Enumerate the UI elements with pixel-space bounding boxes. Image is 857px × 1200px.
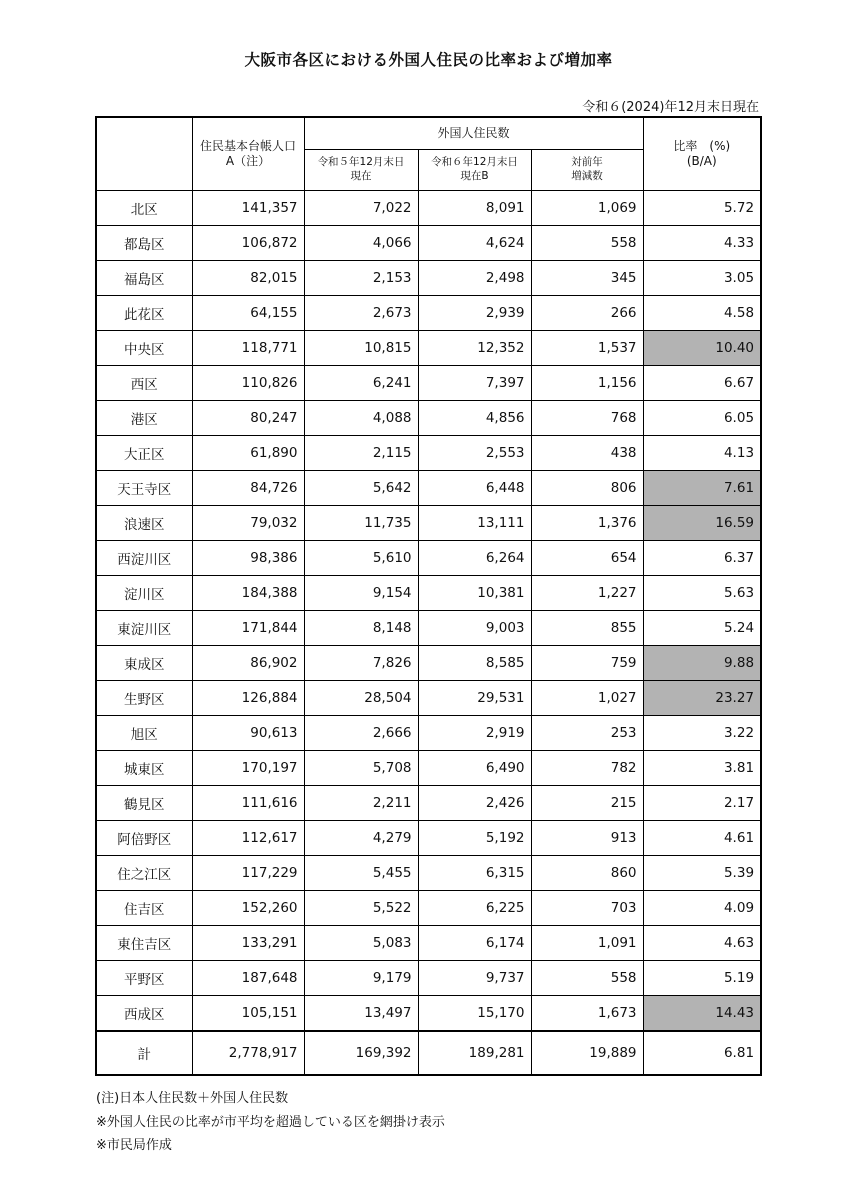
table-row: [96, 225, 761, 260]
r6-foreign-cell: 7,397: [418, 365, 531, 400]
ratio-cell: 6.67: [643, 365, 761, 400]
r6-foreign-cell: 2,553: [418, 435, 531, 470]
table-row: [96, 470, 761, 505]
r6-header-sub: 現在B: [460, 169, 489, 182]
r5-foreign-cell: 4,088: [304, 400, 418, 435]
table-row: [96, 400, 761, 435]
table-row: [96, 435, 761, 470]
ratio-cell: 6.05: [643, 400, 761, 435]
population-cell: 126,884: [192, 680, 304, 715]
r5-foreign-cell: 9,179: [304, 960, 418, 995]
r6-foreign-cell: 8,585: [418, 645, 531, 680]
change-header-label: 対前年: [571, 156, 603, 169]
ratio-cell: 3.22: [643, 715, 761, 750]
population-cell: 184,388: [192, 575, 304, 610]
ward-name-cell: 城東区: [96, 750, 192, 785]
change-cell: 1,537: [531, 330, 643, 365]
r5-foreign-cell: 7,826: [304, 645, 418, 680]
population-cell: 105,151: [192, 995, 304, 1031]
r6-foreign-cell: 2,426: [418, 785, 531, 820]
table-row: [96, 925, 761, 960]
ward-name-cell: 天王寺区: [96, 470, 192, 505]
change-cell: 438: [531, 435, 643, 470]
ward-name-cell: 浪速区: [96, 505, 192, 540]
table-row: [96, 890, 761, 925]
ward-name-cell: 阿倍野区: [96, 820, 192, 855]
ward-name-cell: 都島区: [96, 225, 192, 260]
population-cell: 187,648: [192, 960, 304, 995]
change-cell: 1,156: [531, 365, 643, 400]
population-cell: 117,229: [192, 855, 304, 890]
table-row: [96, 330, 761, 365]
r6-foreign-cell: 12,352: [418, 330, 531, 365]
ratio-header-sub: (B/A): [686, 153, 717, 168]
ward-name-cell: 大正区: [96, 435, 192, 470]
footnote-line: ※外国人住民の比率が市平均を超過している区を網掛け表示: [96, 1114, 445, 1130]
population-cell: 86,902: [192, 645, 304, 680]
change-cell: 782: [531, 750, 643, 785]
r6-foreign-cell: 4,856: [418, 400, 531, 435]
total-ratio-cell: 6.81: [643, 1031, 761, 1075]
table-row: [96, 365, 761, 400]
r6-foreign-cell: 9,737: [418, 960, 531, 995]
ratio-cell: 16.59: [643, 505, 761, 540]
change-cell: 1,027: [531, 680, 643, 715]
ratio-cell: 5.72: [643, 190, 761, 225]
r5-foreign-cell: 10,815: [304, 330, 418, 365]
population-cell: 171,844: [192, 610, 304, 645]
r5-foreign-cell: 5,455: [304, 855, 418, 890]
ratio-cell: 5.19: [643, 960, 761, 995]
r6-header-label: 令和６年12月末日: [431, 156, 518, 169]
r5-foreign-cell: 11,735: [304, 505, 418, 540]
table-row: [96, 190, 761, 225]
population-cell: 80,247: [192, 400, 304, 435]
r5-foreign-cell: 5,610: [304, 540, 418, 575]
table-row: [96, 540, 761, 575]
population-header-label: 住民基本台帳人口: [199, 138, 296, 153]
r6-foreign-cell: 29,531: [418, 680, 531, 715]
total-r6-foreign-cell: 189,281: [418, 1031, 531, 1075]
total-change-cell: 19,889: [531, 1031, 643, 1075]
ratio-cell: 4.58: [643, 295, 761, 330]
ward-name-cell: 東淀川区: [96, 610, 192, 645]
total-population-cell: 2,778,917: [192, 1031, 304, 1075]
population-cell: 82,015: [192, 260, 304, 295]
change-cell: 1,069: [531, 190, 643, 225]
ratio-cell: 4.63: [643, 925, 761, 960]
change-cell: 266: [531, 295, 643, 330]
table-row: [96, 715, 761, 750]
r5-foreign-cell: 5,083: [304, 925, 418, 960]
population-cell: 106,872: [192, 225, 304, 260]
r6-foreign-cell: 2,498: [418, 260, 531, 295]
total-ward-name-cell: 計: [96, 1031, 192, 1075]
r5-foreign-cell: 4,279: [304, 820, 418, 855]
r6-foreign-cell: 9,003: [418, 610, 531, 645]
table-row: [96, 855, 761, 890]
ratio-header-label: 比率 (%): [673, 138, 731, 153]
change-cell: 1,673: [531, 995, 643, 1031]
r5-foreign-cell: 5,642: [304, 470, 418, 505]
r6-foreign-cell: 8,091: [418, 190, 531, 225]
r6-foreign-cell: 10,381: [418, 575, 531, 610]
population-cell: 98,386: [192, 540, 304, 575]
r5-foreign-cell: 5,522: [304, 890, 418, 925]
ratio-cell: 4.13: [643, 435, 761, 470]
document-title: 大阪市各区における外国人住民の比率および増加率: [244, 51, 613, 69]
table-body: [96, 190, 761, 1075]
r6-foreign-cell: 6,490: [418, 750, 531, 785]
table-row: [96, 820, 761, 855]
footnote-line: (注)日本人住民数＋外国人住民数: [96, 1091, 289, 1106]
population-cell: 110,826: [192, 365, 304, 400]
table-row: [96, 295, 761, 330]
ward-name-cell: 東住吉区: [96, 925, 192, 960]
change-cell: 806: [531, 470, 643, 505]
change-cell: 558: [531, 225, 643, 260]
change-cell: 654: [531, 540, 643, 575]
ward-name-cell: 西区: [96, 365, 192, 400]
change-cell: 1,091: [531, 925, 643, 960]
change-cell: 215: [531, 785, 643, 820]
ratio-cell: 7.61: [643, 470, 761, 505]
r6-foreign-cell: 2,919: [418, 715, 531, 750]
population-cell: 112,617: [192, 820, 304, 855]
r6-foreign-cell: 2,939: [418, 295, 531, 330]
table-row: [96, 505, 761, 540]
ward-name-cell: 旭区: [96, 715, 192, 750]
change-header-sub: 増減数: [571, 169, 603, 182]
ward-name-cell: 住吉区: [96, 890, 192, 925]
ratio-cell: 10.40: [643, 330, 761, 365]
r5-header-label: 令和５年12月末日: [317, 156, 405, 169]
population-cell: 118,771: [192, 330, 304, 365]
r6-foreign-cell: 13,111: [418, 505, 531, 540]
ward-header: [96, 117, 192, 190]
change-cell: 253: [531, 715, 643, 750]
ward-name-cell: 福島区: [96, 260, 192, 295]
ward-name-cell: 平野区: [96, 960, 192, 995]
total-r5-foreign-cell: 169,392: [304, 1031, 418, 1075]
ratio-cell: 9.88: [643, 645, 761, 680]
footnotes: [96, 1087, 445, 1158]
r5-foreign-cell: 2,673: [304, 295, 418, 330]
total-row: [96, 1031, 761, 1075]
table-row: [96, 785, 761, 820]
population-cell: 152,260: [192, 890, 304, 925]
ratio-cell: 5.39: [643, 855, 761, 890]
ward-name-cell: 西淀川区: [96, 540, 192, 575]
change-cell: 345: [531, 260, 643, 295]
ratio-cell: 5.24: [643, 610, 761, 645]
ward-name-cell: 淀川区: [96, 575, 192, 610]
change-cell: 768: [531, 400, 643, 435]
table-row: [96, 750, 761, 785]
r5-foreign-cell: 5,708: [304, 750, 418, 785]
ward-name-cell: 住之江区: [96, 855, 192, 890]
r5-foreign-cell: 8,148: [304, 610, 418, 645]
table-row: [96, 260, 761, 295]
ward-name-cell: 此花区: [96, 295, 192, 330]
ratio-cell: 14.43: [643, 995, 761, 1031]
ratio-cell: 4.33: [643, 225, 761, 260]
table-row: [96, 575, 761, 610]
r6-header: [418, 149, 531, 190]
r5-header-sub: 現在: [350, 169, 372, 182]
change-cell: 855: [531, 610, 643, 645]
population-cell: 64,155: [192, 295, 304, 330]
r5-foreign-cell: 6,241: [304, 365, 418, 400]
ward-name-cell: 西成区: [96, 995, 192, 1031]
r5-foreign-cell: 28,504: [304, 680, 418, 715]
population-cell: 79,032: [192, 505, 304, 540]
ratio-cell: 5.63: [643, 575, 761, 610]
r6-foreign-cell: 6,315: [418, 855, 531, 890]
population-header-sub: A（注）: [225, 153, 271, 168]
r5-header: [304, 149, 418, 190]
r6-foreign-cell: 6,264: [418, 540, 531, 575]
as-of-date: 令和６(2024)年12月末日現在: [582, 100, 759, 115]
change-cell: 1,227: [531, 575, 643, 610]
change-cell: 1,376: [531, 505, 643, 540]
change-cell: 913: [531, 820, 643, 855]
footnote-line: ※市民局作成: [96, 1138, 172, 1153]
ward-name-cell: 鶴見区: [96, 785, 192, 820]
ratio-cell: 4.09: [643, 890, 761, 925]
table-row: [96, 960, 761, 995]
ward-name-cell: 中央区: [96, 330, 192, 365]
population-header: [192, 117, 304, 190]
population-cell: 111,616: [192, 785, 304, 820]
ratio-cell: 6.37: [643, 540, 761, 575]
change-cell: 860: [531, 855, 643, 890]
ward-name-cell: 東成区: [96, 645, 192, 680]
ratio-cell: 23.27: [643, 680, 761, 715]
population-cell: 90,613: [192, 715, 304, 750]
r5-foreign-cell: 13,497: [304, 995, 418, 1031]
r6-foreign-cell: 6,448: [418, 470, 531, 505]
r5-foreign-cell: 2,153: [304, 260, 418, 295]
ratio-cell: 3.05: [643, 260, 761, 295]
ward-name-cell: 生野区: [96, 680, 192, 715]
r5-foreign-cell: 2,115: [304, 435, 418, 470]
table-row: [96, 680, 761, 715]
r5-foreign-cell: 2,211: [304, 785, 418, 820]
change-cell: 759: [531, 645, 643, 680]
foreign-residents-table: [95, 116, 762, 1076]
population-cell: 141,357: [192, 190, 304, 225]
ratio-cell: 3.81: [643, 750, 761, 785]
change-cell: 703: [531, 890, 643, 925]
r5-foreign-cell: 2,666: [304, 715, 418, 750]
population-cell: 133,291: [192, 925, 304, 960]
ward-name-cell: 港区: [96, 400, 192, 435]
r5-foreign-cell: 4,066: [304, 225, 418, 260]
ratio-cell: 4.61: [643, 820, 761, 855]
r6-foreign-cell: 6,174: [418, 925, 531, 960]
table-row: [96, 645, 761, 680]
ward-name-cell: 北区: [96, 190, 192, 225]
population-cell: 170,197: [192, 750, 304, 785]
population-cell: 84,726: [192, 470, 304, 505]
r6-foreign-cell: 4,624: [418, 225, 531, 260]
change-header: [531, 149, 643, 190]
ratio-header: [643, 117, 761, 190]
change-cell: 558: [531, 960, 643, 995]
r6-foreign-cell: 15,170: [418, 995, 531, 1031]
population-cell: 61,890: [192, 435, 304, 470]
foreign-residents-header: 外国人住民数: [304, 117, 643, 149]
table-row: [96, 995, 761, 1031]
r6-foreign-cell: 6,225: [418, 890, 531, 925]
table-row: [96, 610, 761, 645]
r5-foreign-cell: 7,022: [304, 190, 418, 225]
r6-foreign-cell: 5,192: [418, 820, 531, 855]
ratio-cell: 2.17: [643, 785, 761, 820]
r5-foreign-cell: 9,154: [304, 575, 418, 610]
